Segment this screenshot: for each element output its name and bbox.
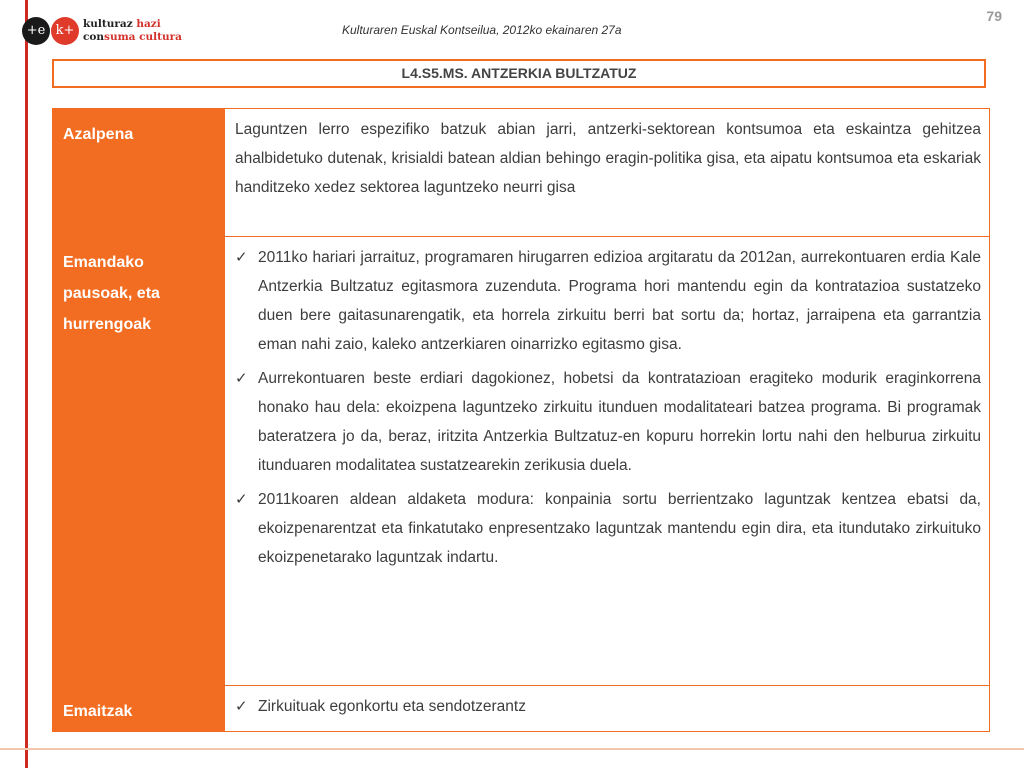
bullet-text: 2011ko hariari jarraituz, programaren hirugarren edizioa argitaratu da 2012an, aurrekontuaren erdia Kale Antzerkia Bultzatuz egitasmora zuzenduta. Programa hori mantendu egin da kontratazioa sustatzeko duen bere gaitasunarengatik, eta horrela zirkuitu berri bat sortu da; hortaz, jarraipena eta garrantzia eman nahi zaio, kaleko antzerkiaren oinarrizko egitasmo gisa. (258, 249, 981, 353)
check-icon: ✓ (235, 490, 248, 508)
logo-word-suma-cultura: suma cultura (104, 31, 182, 43)
bullet-text: Zirkuituak egonkortu eta sendotzerantz (258, 698, 526, 715)
list-item (235, 364, 981, 480)
list-item (235, 692, 981, 721)
check-icon: ✓ (235, 248, 248, 266)
bullet-list (235, 243, 981, 572)
row-text: Laguntzen lerro espezifiko batzuk abian jarri, antzerki-sektorean kontsumoa eta eskaintza gehitzea ahalbidetuko dutenak, krisialdi batean aldian behingo eragin-politika gisa, eta aipatu kontsumoa eta eskariak handitzeko xedez sektorea laguntzeko neurri gisa (235, 121, 981, 196)
bottom-rule (0, 748, 1024, 750)
logo-word-hazi: hazi (136, 18, 161, 30)
list-item (235, 485, 981, 572)
row-label: Emaitzak (53, 686, 225, 731)
table-row-azalpena (53, 109, 989, 237)
check-icon: ✓ (235, 697, 248, 715)
table-row-emaitzak (53, 686, 989, 731)
slide-title: L4.S5.MS. ANTZERKIA BULTZATUZ (52, 59, 986, 88)
left-accent-rule (25, 0, 28, 768)
row-content (225, 109, 989, 236)
bullet-list (235, 692, 981, 721)
logo-plus-e-icon: +e (22, 17, 50, 45)
bullet-text: Aurrekontuaren beste erdiari dagokionez, hobetsi da kontratazioan eragiteko modurik eraginkorrena honako hau dela: ekoizpena laguntzeko zirkuitu itunduen modalitateari batzea programa. Bi programak bateratzera jo da, beraz, iritzita Antzerkia Bultzatuz-en kopuru horrekin lortu nahi den helburua zirkuitu itunduaren modalitatea sustatzearekin zerikusia duela. (258, 370, 981, 474)
row-content (225, 686, 989, 731)
content-table (52, 108, 990, 732)
header-subtitle: Kulturaren Euskal Kontseilua, 2012ko ekainaren 27a (342, 23, 622, 37)
row-content (225, 237, 989, 685)
logo-word-kulturaz: kulturaz (83, 18, 137, 30)
list-item (235, 243, 981, 359)
logo-word-con: con (83, 31, 105, 43)
logo-k-plus-icon: k+ (51, 17, 79, 45)
table-row-emandako-pausoak (53, 237, 989, 686)
row-label: Azalpena (53, 109, 225, 236)
page-number: 79 (986, 8, 1002, 24)
row-label: Emandako pausoak, eta hurrengoak (53, 237, 225, 685)
bullet-text: 2011koaren aldean aldaketa modura: konpainia sortu berrientzako laguntzak kentzea ebatsi da, ekoizpenarentzat eta finkatutako enpresentzako laguntzak mantendu egin dira, eta itundutako zirkuituko ekoizpenetarako laguntzak indartu. (258, 491, 981, 566)
logo-wordmark (83, 18, 182, 44)
check-icon: ✓ (235, 369, 248, 387)
